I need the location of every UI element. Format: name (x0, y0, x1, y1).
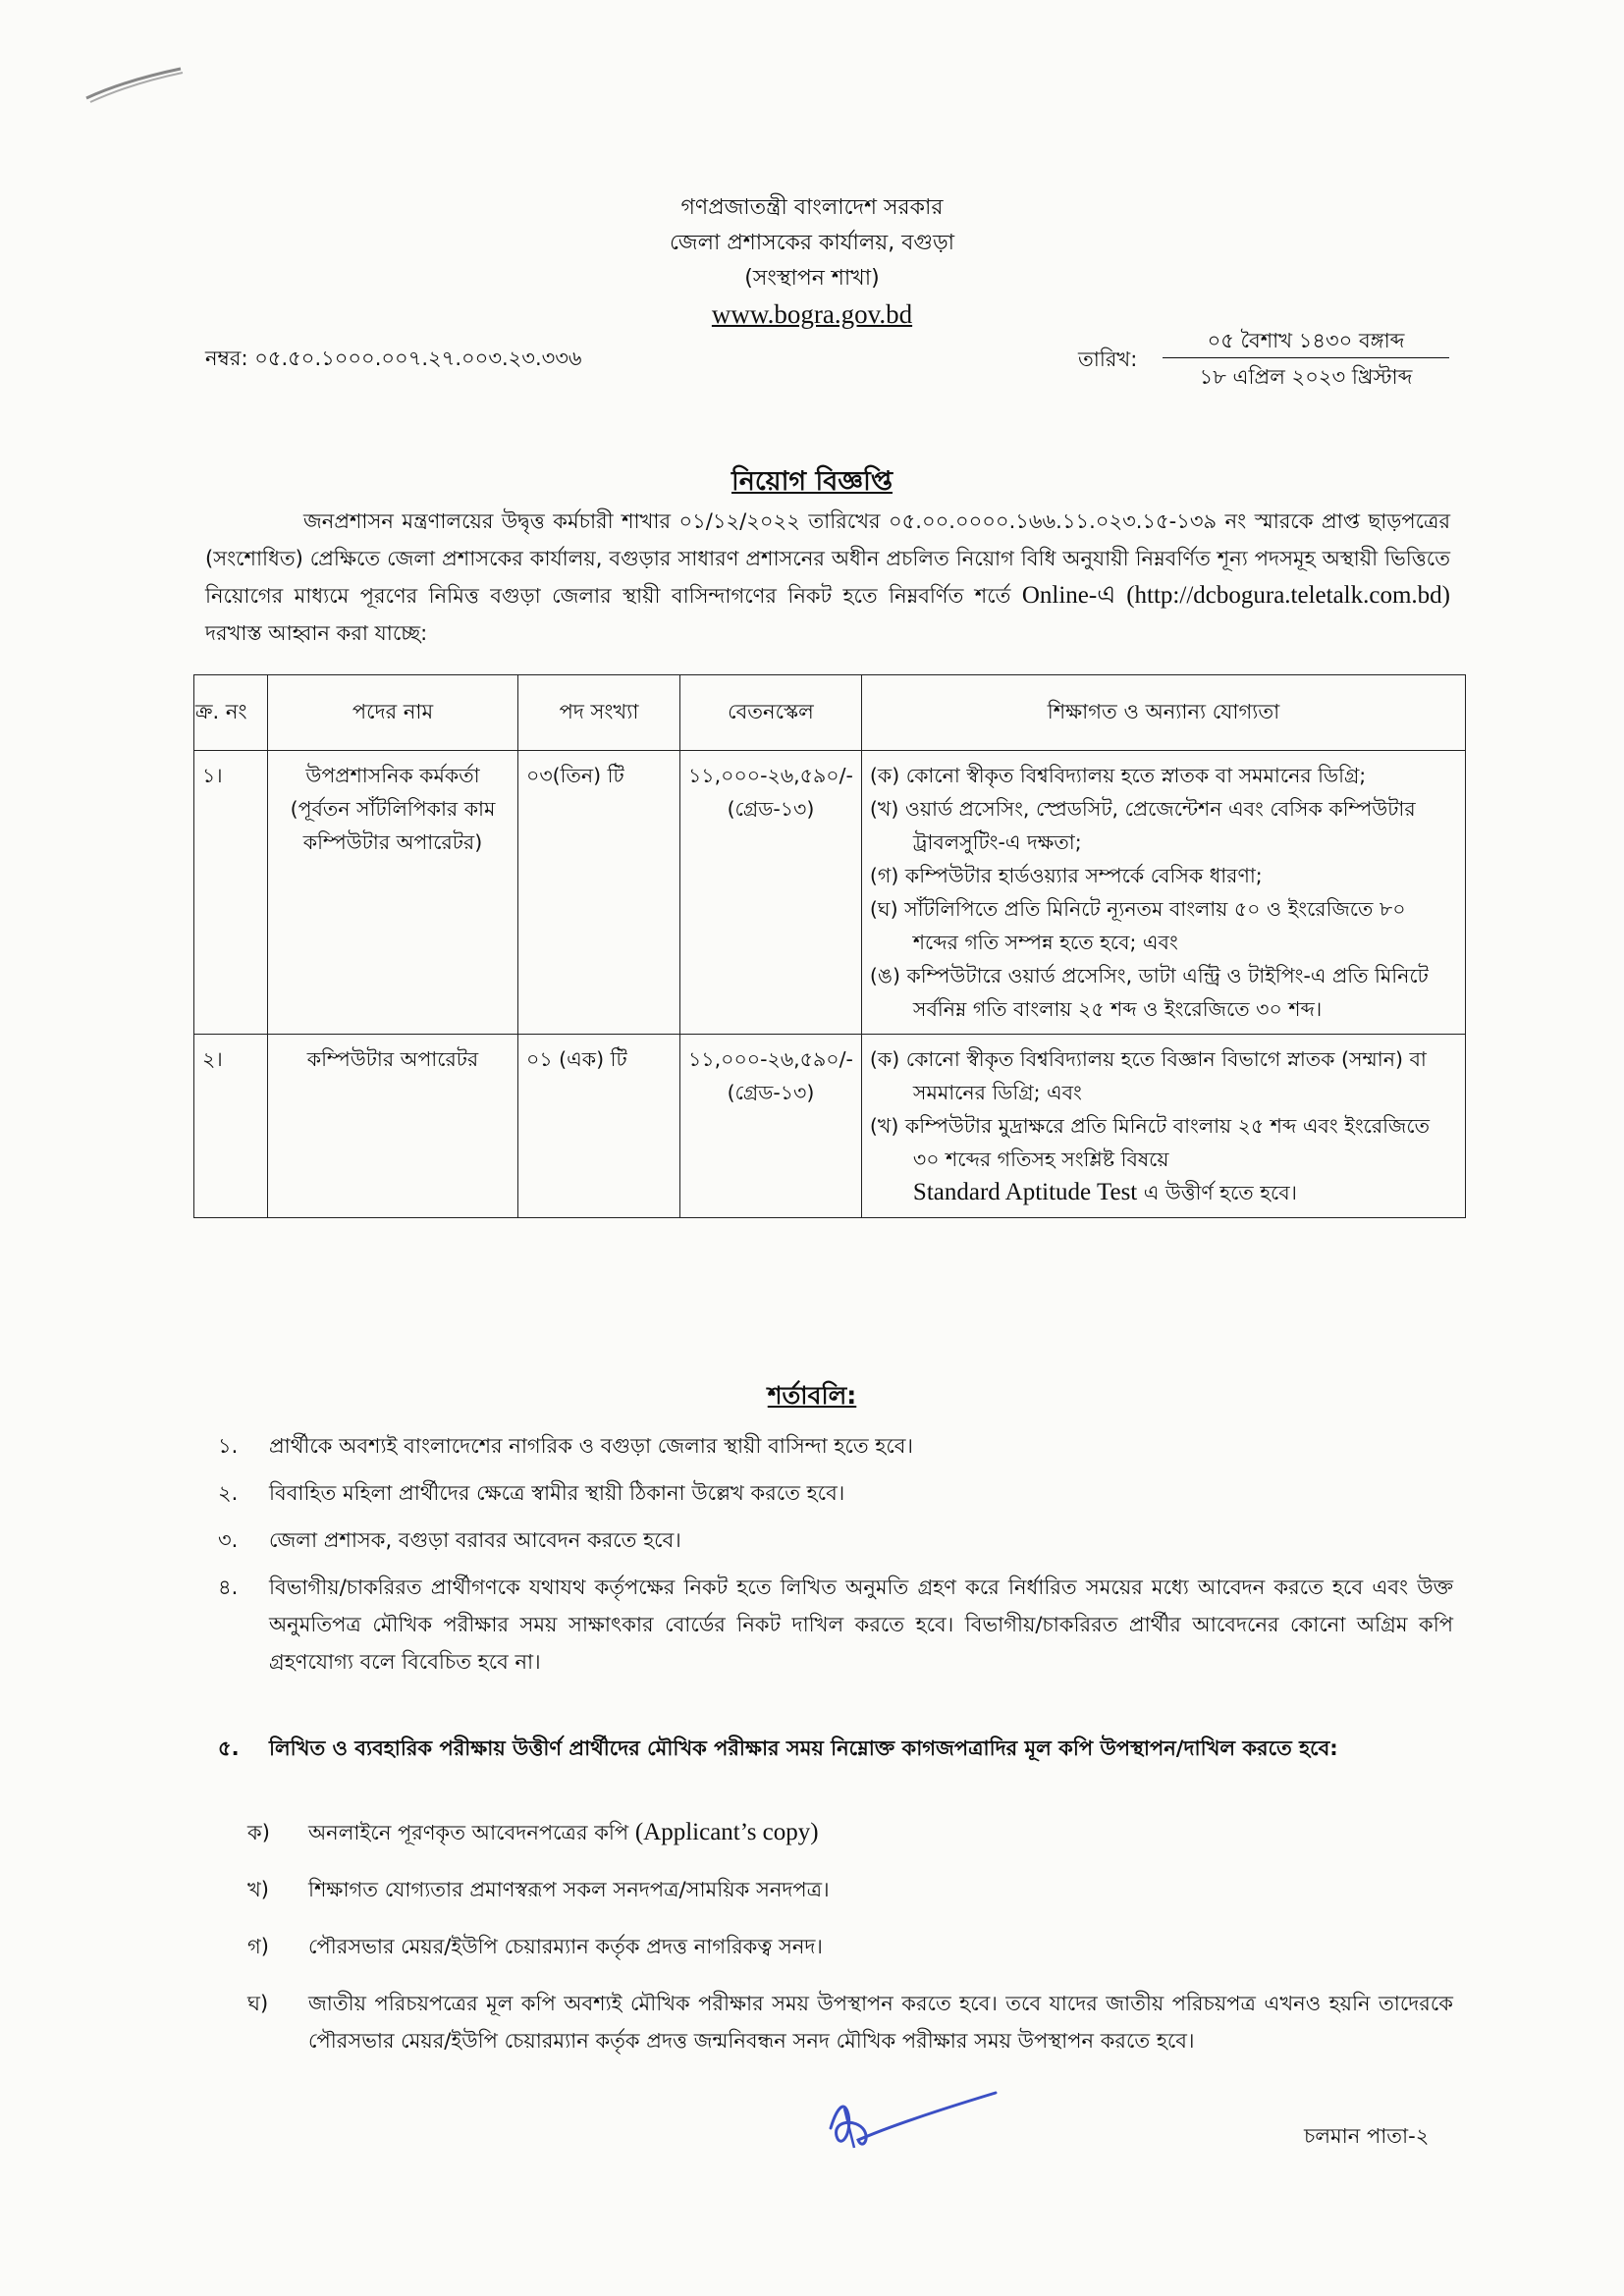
condition-item (218, 1474, 1453, 1512)
intro-text: জনপ্রশাসন মন্ত্রণালয়ের উদ্বৃত্ত কর্মচারী শাখার ০১/১২/২০২২ তারিখের ০৫.০০.০০০০.১৬৬.১১.০২৩.১৫-১৩৯ নং স্মারকে প্রাপ্ত ছাড়পত্রের (সংশোধিত) প্রেক্ষিতে জেলা প্রশাসকের কার্যালয়, বগুড়ার সাধারণ প্রশাসনের অধীন প্রচলিত নিয়োগ বিধি অনুযায়ী নিম্নবর্ণিত শূন্য পদসমূহ অস্থায়ী ভিত্তিতে নিয়োগের মাধ্যমে পূরণের নিমিত্ত বগুড়া জেলার স্থায়ী বাসিন্দাগণের নিকট হতে নিম্নবর্ণিত শর্তে (205, 509, 1450, 608)
condition-number: ৫. (218, 1736, 240, 1760)
table-row (194, 751, 1466, 1035)
condition-text: প্রার্থীকে অবশ্যই বাংলাদেশের নাগরিক ও বগুড়া জেলার স্থায়ী বাসিন্দা হতে হবে। (269, 1434, 913, 1458)
section-name: (সংস্থাপন শাখা) (744, 266, 880, 291)
intro-paragraph (205, 503, 1450, 652)
row-post-count: ০৩(তিন) টি (518, 751, 680, 1035)
row-post-name: উপপ্রশাসনিক কর্মকর্তা (পূর্বতন সাঁটলিপিকার কাম কম্পিউটার অপারেটর) (268, 751, 518, 1035)
qualification-item: (ক) কোনো স্বীকৃত বিশ্ববিদ্যালয় হতে বিজ্ঞান বিভাগে স্নাতক (সম্মান) বা সমমানের ডিগ্রি; এবং (869, 1047, 1427, 1104)
row-serial: ২। (194, 1035, 268, 1218)
row-post-count: ০১ (এক) টি (518, 1035, 680, 1218)
row-pay-scale: ১১,০০০-২৬,৫৯০/- (গ্রেড-১৩) (680, 751, 862, 1035)
document-text: অনলাইনে পূরণকৃত আবেদনপত্রের কপি (308, 1821, 629, 1844)
document-text: পৌরসভার মেয়র/ইউপি চেয়ারম্যান কর্তৃক প্রদত্ত নাগরিকত্ব সনদ। (308, 1935, 823, 1958)
date-label: তারিখ: (1078, 347, 1138, 371)
condition-text: লিখিত ও ব্যবহারিক পরীক্ষায় উত্তীর্ণ প্রার্থীদের মৌখিক পরীক্ষার সময় নিম্নোক্ত কাগজপত্রাদির মূল কপি উপস্থাপন/দাখিল করতে হবে: (269, 1736, 1338, 1760)
document-item (247, 1928, 1453, 1965)
document-letter: ঘ) (247, 1992, 269, 2015)
condition-number: ৪. (218, 1575, 239, 1599)
letterhead (0, 190, 1624, 332)
document-item (247, 1985, 1453, 2059)
row-qualifications (861, 1035, 1465, 1218)
document-text: জাতীয় পরিচয়পত্রের মূল কপি অবশ্যই মৌখিক পরীক্ষার সময় উপস্থাপন করতে হবে। তবে যাদের জাতীয় পরিচয়পত্র এখনও হয়নি তাদেরকে পৌরসভার মেয়র/ইউপি চেয়ারম্যান কর্তৃক প্রদত্ত জন্মনিবন্ধন সনদ মৌখিক পরীক্ষার সময় উপস্থাপন করতে হবে। (308, 1992, 1453, 2053)
row-serial: ১। (194, 751, 268, 1035)
aptitude-test-tail: এ উত্তীর্ণ হতে হবে। (1143, 1181, 1297, 1204)
table-header-row (194, 675, 1466, 751)
qualification-item (870, 1109, 1457, 1209)
qualification-item: (ঘ) সাঁটলিপিতে প্রতি মিনিটে ন্যূনতম বাংলায় ৫০ ও ইংরেজিতে ৮০ শব্দের গতি সম্পন্ন হতে হবে; এবং (869, 897, 1406, 954)
condition-number: ২. (218, 1481, 239, 1505)
aptitude-test-name: Standard Aptitude Test (912, 1179, 1138, 1205)
header-serial: ক্র. নং (194, 675, 268, 751)
document-letter: ক) (247, 1821, 270, 1844)
document-text-en: (Applicant’s copy) (634, 1819, 819, 1845)
application-url[interactable]: Online-এ (http://dcbogura.teletalk.com.bd) (1021, 582, 1450, 609)
row-post-name: কম্পিউটার অপারেটর (268, 1035, 518, 1218)
signature-mark (823, 2079, 1000, 2158)
conditions-title: শর্তাবলি: (767, 1381, 857, 1410)
document-letter: খ) (247, 1878, 269, 1901)
condition-text: জেলা প্রশাসক, বগুড়া বরাবর আবেদন করতে হবে। (269, 1528, 681, 1552)
header-qualification: শিক্ষাগত ও অন্যান্য যোগ্যতা (861, 675, 1465, 751)
condition-item (218, 1522, 1453, 1559)
memo-number: নম্বর: ০৫.৫০.১০০০.০০৭.২৭.০০৩.২৩.৩৩৬ (205, 347, 582, 370)
continued-page-note: চলমান পাতা-২ (1304, 2124, 1430, 2148)
qualification-item: (ঙ) কম্পিউটারে ওয়ার্ড প্রসেসিং, ডাটা এন্ট্রি ও টাইপিং-এ প্রতি মিনিটে সর্বনিম্ন গতি বাংলায় ২৫ শব্দ ও ইংরেজিতে ৩০ শব্দ। (869, 964, 1429, 1021)
vacancy-table (193, 674, 1466, 1218)
document-item (247, 1871, 1453, 1908)
document-text: শিক্ষাগত যোগ্যতার প্রমাণস্বরূপ সকল সনদপত্র/সাময়িক সনদপত্র। (308, 1878, 830, 1901)
date-gregorian: ১৮ এপ্রিল ২০২৩ খ্রিস্টাব্দ (1199, 365, 1413, 389)
document-letter: গ) (247, 1935, 269, 1958)
government-name: গণপ্রজাতন্ত্রী বাংলাদেশ সরকার (680, 195, 944, 220)
date-bangla: ০৫ বৈশাখ ১৪৩০ বঙ্গাব্দ (1163, 328, 1449, 358)
header-pay-scale: বেতনস্কেল (680, 675, 862, 751)
office-name: জেলা প্রশাসকের কার্যালয়, বগুড়া (669, 231, 955, 255)
row-pay-scale: ১১,০০০-২৬,৫৯০/- (গ্রেড-১৩) (680, 1035, 862, 1218)
notice-title: নিয়োগ বিজ্ঞপ্তি (731, 466, 893, 497)
qualification-item: (গ) কম্পিউটার হার্ডওয়্যার সম্পর্কে বেসিক ধারণা; (869, 864, 1263, 887)
header-post-name: পদের নাম (268, 675, 518, 751)
header-post-count: পদ সংখ্যা (518, 675, 680, 751)
conditions-list (218, 1427, 1453, 1767)
row-qualifications (861, 751, 1465, 1035)
website-link[interactable]: www.bogra.gov.bd (711, 299, 913, 329)
intro-tail: দরখাস্ত আহ্বান করা যাচ্ছে: (205, 621, 428, 645)
condition-item (218, 1569, 1453, 1681)
table-row (194, 1035, 1466, 1218)
condition-number: ১. (218, 1434, 239, 1458)
condition-text: বিবাহিত মহিলা প্রার্থীদের ক্ষেত্রে স্বামীর স্থায়ী ঠিকানা উল্লেখ করতে হবে। (269, 1481, 845, 1505)
qualification-item: (ক) কোনো স্বীকৃত বিশ্ববিদ্যালয় হতে স্নাতক বা সমমানের ডিগ্রি; (869, 764, 1367, 787)
qualification-item: (খ) ওয়ার্ড প্রসেসিং, স্প্রেডসিট, প্রেজেন্টেশন এবং বেসিক কম্পিউটার ট্রাবলসুটিং-এ দক্ষতা; (869, 797, 1416, 854)
qualification-text: (খ) কম্পিউটার মুদ্রাক্ষরে প্রতি মিনিটে বাংলায় ২৫ শব্দ এবং ইংরেজিতে ৩০ শব্দের গতিসহ সংশ্লিষ্ট বিষয়ে (869, 1114, 1431, 1171)
condition-number: ৩. (218, 1528, 239, 1552)
document-item (247, 1814, 1453, 1851)
condition-text: বিভাগীয়/চাকরিরত প্রার্থীগণকে যথাযথ কর্তৃপক্ষের নিকট হতে লিখিত অনুমতি গ্রহণ করে নির্ধারিত সময়ের মধ্যে আবেদন করতে হবে এবং উক্ত অনুমতিপত্র মৌখিক পরীক্ষার সময় সাক্ষাৎকার বোর্ডের নিকট দাখিল করতে হবে। বিভাগীয়/চাকরিরত প্রার্থীর আবেদনের কোনো অগ্রিম কপি গ্রহণযোগ্য বলে বিবেচিত হবে না। (269, 1575, 1453, 1674)
condition-item (218, 1427, 1453, 1465)
condition-item (218, 1730, 1453, 1767)
paper-clip-mark (82, 65, 187, 104)
required-documents-list (247, 1814, 1453, 2059)
